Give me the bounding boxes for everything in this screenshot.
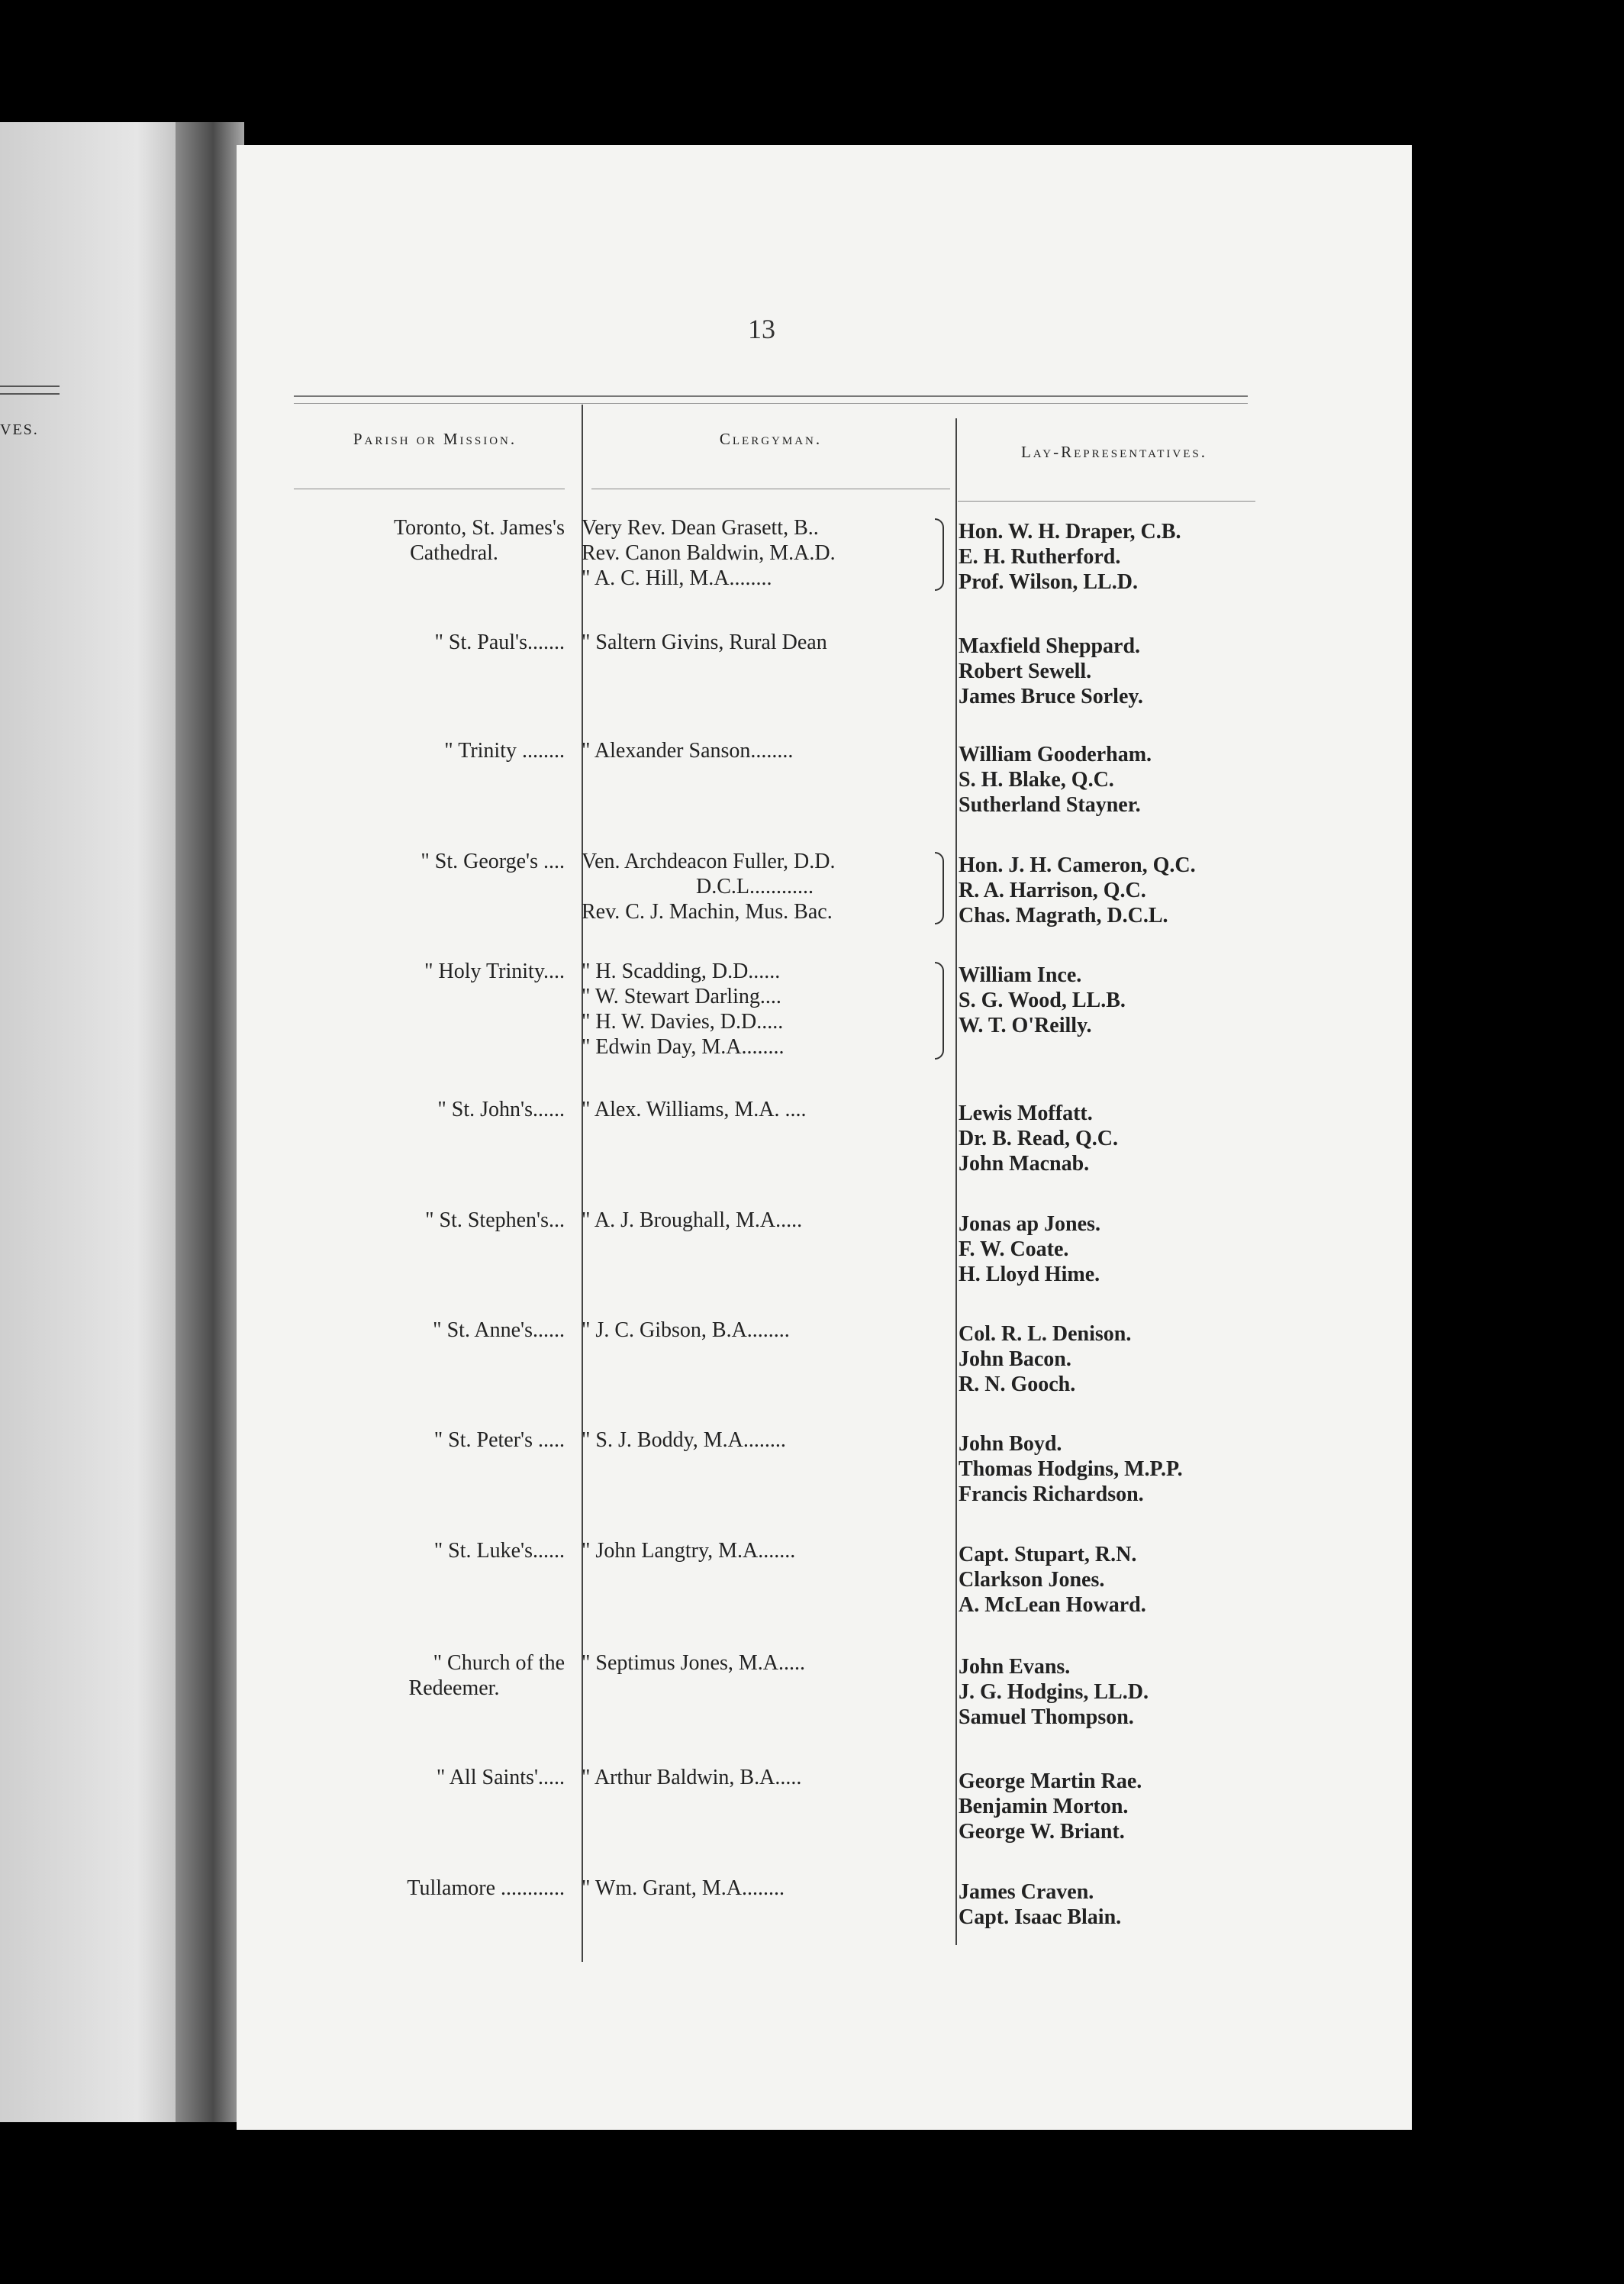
grouping-brace	[935, 852, 944, 924]
clergyman-cell	[582, 1765, 955, 1790]
parish-cell	[282, 1765, 565, 1790]
parish-cell	[282, 959, 565, 984]
lay-representative-name: R. A. Harrison, Q.C.	[959, 879, 1146, 902]
parish-line: " St. Anne's......	[433, 1318, 565, 1342]
parish-cell	[282, 515, 565, 566]
clergyman-line: " S. J. Boddy, M.A........	[582, 1428, 786, 1452]
lay-representative-name: Chas. Magrath, D.C.L.	[959, 904, 1168, 927]
parish-line: " St. Paul's.......	[434, 631, 565, 654]
lay-representative-name: W. T. O'Reilly.	[959, 1014, 1092, 1037]
clergyman-line: " H. Scadding, D.D......	[582, 960, 781, 983]
header-lay: Lay-Representatives.	[1020, 443, 1207, 461]
parish-line: " St. George's ....	[420, 850, 565, 873]
clergyman-line: Rev. C. J. Machin, Mus. Bac.	[582, 900, 833, 924]
lay-representative-name: S. G. Wood, LL.B.	[959, 989, 1126, 1012]
clergyman-line: " J. C. Gibson, B.A........	[582, 1318, 790, 1342]
page-number: 13	[748, 314, 775, 344]
clergyman-line: Ven. Archdeacon Fuller, D.D.	[582, 850, 836, 873]
lay-representative-name: E. H. Rutherford.	[959, 545, 1121, 569]
grouping-brace	[935, 962, 944, 1060]
clergyman-line: D.C.L............	[696, 875, 814, 898]
parish-line: " St. Peter's .....	[433, 1428, 565, 1452]
header-rule	[294, 403, 1248, 404]
parish-line: Redeemer.	[408, 1676, 500, 1700]
header-clergyman: Clergyman.	[719, 430, 823, 448]
lay-representatives-cell	[959, 1769, 1279, 1844]
header-underline	[958, 501, 1255, 502]
clergyman-cell	[582, 630, 955, 655]
clergyman-cell	[582, 1318, 955, 1343]
lay-representatives-cell	[959, 963, 1279, 1038]
clergyman-line: " A. C. Hill, M.A........	[582, 566, 772, 590]
lay-representative-name: H. Lloyd Hime.	[959, 1263, 1100, 1286]
parish-cell	[282, 1876, 565, 1901]
lay-representative-name: Capt. Isaac Blain.	[959, 1905, 1122, 1929]
clergyman-line: " Edwin Day, M.A........	[582, 1035, 785, 1059]
lay-representatives-cell	[959, 1211, 1279, 1287]
clergyman-cell	[582, 1650, 955, 1676]
lay-representative-name: Lewis Moffatt.	[959, 1102, 1093, 1125]
lay-representative-name: Sutherland Stayner.	[959, 793, 1141, 817]
clergyman-cell	[582, 959, 955, 1060]
clergyman-line: " H. W. Davies, D.D.....	[582, 1010, 784, 1034]
parish-line: " Church of the	[433, 1651, 565, 1675]
parish-line: " St. John's......	[437, 1098, 565, 1121]
lay-representatives-cell	[959, 1542, 1279, 1618]
clergyman-cell	[582, 1428, 955, 1453]
clergyman-line: " Septimus Jones, M.A.....	[582, 1651, 806, 1675]
parish-cell	[282, 630, 565, 655]
clergyman-line: Rev. Canon Baldwin, M.A.D.	[582, 541, 836, 565]
lay-representative-name: Capt. Stupart, R.N.	[959, 1543, 1137, 1566]
parish-line: Toronto, St. James's	[394, 516, 565, 540]
lay-representative-name: William Gooderham.	[959, 743, 1152, 766]
lay-representatives-cell	[959, 1879, 1279, 1930]
parish-cell	[282, 1650, 565, 1701]
lay-representative-name: James Bruce Sorley.	[959, 685, 1143, 708]
lay-representatives-cell	[959, 742, 1279, 818]
clergyman-line: " W. Stewart Darling....	[582, 985, 781, 1008]
lay-representative-name: John Bacon.	[959, 1347, 1071, 1371]
clergyman-cell	[582, 1538, 955, 1563]
clergyman-line: " John Langtry, M.A.......	[582, 1539, 796, 1563]
lay-representative-name: Clarkson Jones.	[959, 1568, 1105, 1592]
lay-representatives-cell	[959, 1431, 1279, 1507]
lay-representatives-cell	[959, 634, 1279, 709]
lay-representatives-cell	[959, 519, 1279, 595]
lay-representative-name: F. W. Coate.	[959, 1237, 1069, 1261]
parish-line: " Trinity ........	[444, 739, 565, 763]
lay-representative-name: William Ince.	[959, 963, 1082, 987]
clergyman-line: Very Rev. Dean Grasett, B..	[582, 516, 819, 540]
parish-line: Tullamore ............	[407, 1876, 565, 1900]
parish-cell	[282, 1318, 565, 1343]
clergyman-line: " Alexander Sanson........	[582, 739, 794, 763]
left-page-rule	[0, 393, 60, 395]
lay-representative-name: Hon. J. H. Cameron, Q.C.	[959, 853, 1196, 877]
left-page-fragment: VES.	[0, 421, 39, 438]
book-gutter	[176, 122, 244, 2122]
lay-representatives-cell	[959, 1101, 1279, 1176]
clergyman-cell	[582, 849, 955, 924]
clergyman-cell	[582, 1208, 955, 1233]
header-parish: Parish or Mission.	[353, 430, 517, 448]
parish-cell	[282, 1097, 565, 1122]
clergyman-line: " Alex. Williams, M.A. ....	[582, 1098, 807, 1121]
lay-representative-name: John Boyd.	[959, 1432, 1062, 1456]
lay-representative-name: A. McLean Howard.	[959, 1593, 1146, 1617]
parish-line: " Holy Trinity....	[424, 960, 565, 983]
parish-line: " St. Luke's......	[433, 1539, 565, 1563]
lay-representative-name: Dr. B. Read, Q.C.	[959, 1127, 1118, 1150]
lay-representative-name: Col. R. L. Denison.	[959, 1322, 1132, 1346]
lay-representative-name: John Evans.	[959, 1655, 1071, 1679]
lay-representative-name: Robert Sewell.	[959, 660, 1092, 683]
clergyman-cell	[582, 1876, 955, 1901]
lay-representative-name: S. H. Blake, Q.C.	[959, 768, 1114, 792]
header-rule	[294, 395, 1248, 397]
clergyman-cell	[582, 515, 955, 591]
lay-representative-name: Benjamin Morton.	[959, 1795, 1129, 1818]
lay-representatives-cell	[959, 1654, 1279, 1730]
lay-representatives-cell	[959, 853, 1279, 928]
lay-representative-name: James Craven.	[959, 1880, 1094, 1904]
parish-cell	[282, 849, 565, 874]
parish-cell	[282, 1538, 565, 1563]
parish-line: " All Saints'.....	[436, 1766, 565, 1789]
parish-line: Cathedral.	[410, 541, 498, 565]
clergyman-cell	[582, 1097, 955, 1122]
lay-representative-name: Maxfield Sheppard.	[959, 634, 1141, 658]
grouping-brace	[935, 518, 944, 591]
clergyman-line: " Saltern Givins, Rural Dean	[582, 631, 827, 654]
lay-representative-name: George W. Briant.	[959, 1820, 1125, 1844]
lay-representative-name: Francis Richardson.	[959, 1482, 1144, 1506]
lay-representative-name: John Macnab.	[959, 1152, 1090, 1176]
lay-representative-name: Thomas Hodgins, M.P.P.	[959, 1457, 1183, 1481]
lay-representative-name: R. N. Gooch.	[959, 1373, 1076, 1396]
clergyman-cell	[582, 738, 955, 763]
column-divider	[955, 418, 957, 1945]
clergyman-line: " Arthur Baldwin, B.A.....	[582, 1766, 802, 1789]
clergyman-line: " Wm. Grant, M.A........	[582, 1876, 785, 1900]
parish-line: " St. Stephen's...	[425, 1208, 565, 1232]
lay-representative-name: Samuel Thompson.	[959, 1705, 1134, 1729]
left-page-rule	[0, 386, 60, 387]
parish-cell	[282, 738, 565, 763]
parish-cell	[282, 1208, 565, 1233]
lay-representative-name: Jonas ap Jones.	[959, 1212, 1100, 1236]
lay-representative-name: George Martin Rae.	[959, 1769, 1142, 1793]
lay-representatives-cell	[959, 1321, 1279, 1397]
clergyman-line: " A. J. Broughall, M.A.....	[582, 1208, 803, 1232]
lay-representative-name: Prof. Wilson, LL.D.	[959, 570, 1138, 594]
parish-cell	[282, 1428, 565, 1453]
lay-representative-name: J. G. Hodgins, LL.D.	[959, 1680, 1149, 1704]
lay-representative-name: Hon. W. H. Draper, C.B.	[959, 520, 1181, 544]
